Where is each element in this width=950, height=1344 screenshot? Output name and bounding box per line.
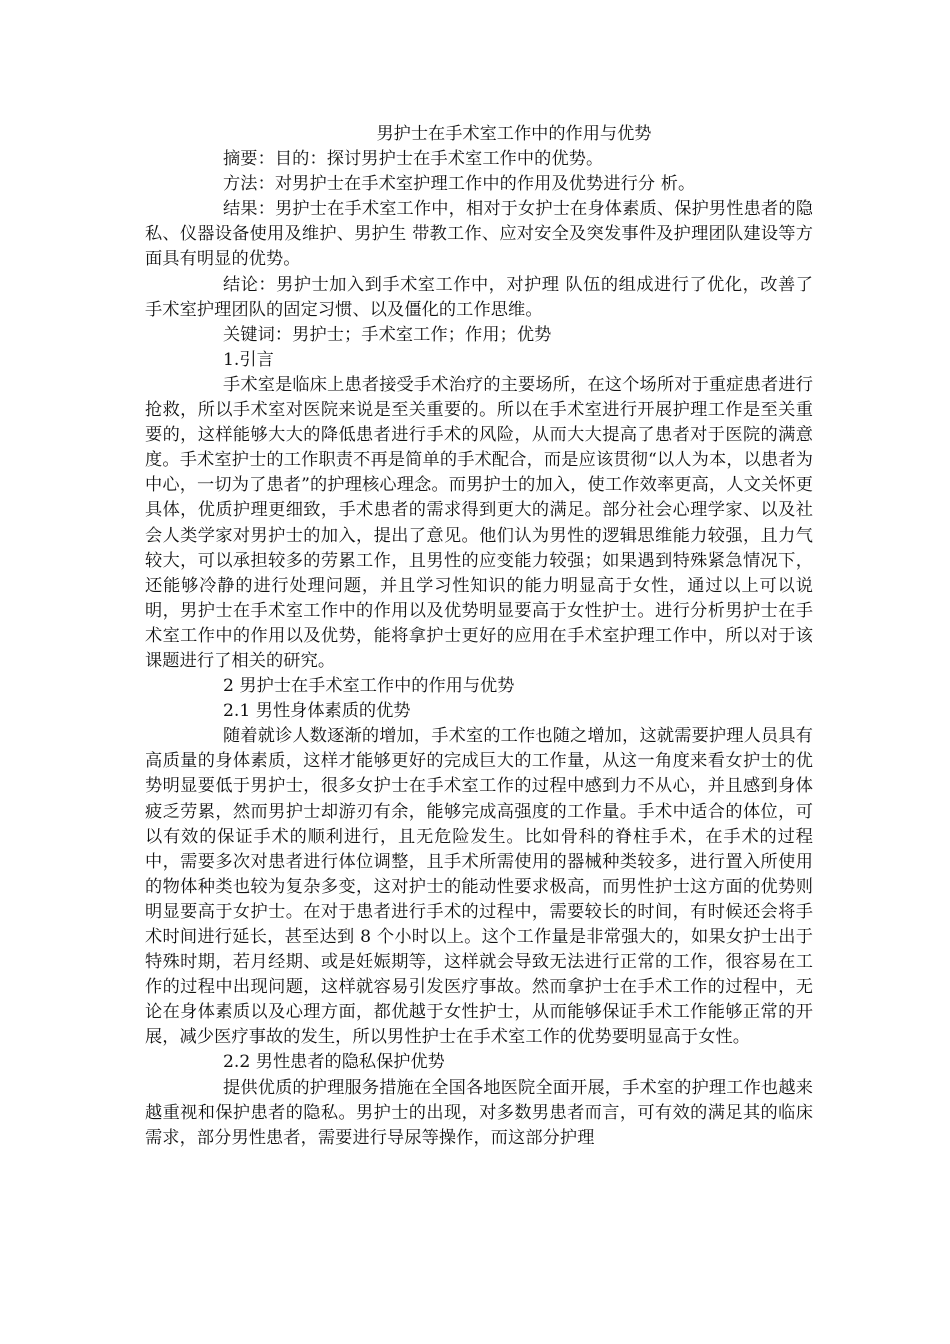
abstract-conclusion: 结论：男护士加入到手术室工作中，对护理 队伍的组成进行了优化，改善了手术室护理团队的固定习惯、以及僵化的工作思维。 (145, 274, 813, 320)
document-page (145, 122, 813, 1151)
section-2-2-heading: 2.2 男性患者的隐私保护优势 (223, 1052, 445, 1073)
document-title: 男护士在手术室工作中的作用与优势 (376, 124, 652, 144)
abstract-result: 结果：男护士在手术室工作中，相对于女护士在身体素质、保护男性患者的隐私、仪器设备使用及维护、男护生 带教工作、应对安全及突发事件及护理团队建设等方面具有明显的优势。 (145, 199, 813, 270)
abstract-objective: 摘要：目的：探讨男护士在手术室工作中的优势。 (223, 149, 604, 170)
section-2-2-body: 提供优质的护理服务措施在全国各地医院全面开展，手术室的护理工作也越来越重视和保护患者的隐私。男护士的出现，对多数男患者而言，可有效的满足其的临床需求，部分男性患者，需要进行导尿等操作，而这部分护理 (145, 1077, 813, 1148)
section-1-heading: 1.引言 (223, 349, 274, 370)
section-2-1-body: 随着就诊人数逐渐的增加，手术室的工作也随之增加，这就需要护理人员具有高质量的身体素质，这样才能够更好的完成巨大的工作量，从这一角度来看女护士的优势明显要低于男护士，很多女护士在手术室工作的过程中感到力不从心，并且感到身体疲乏劳累，然而男护士却游刃有余，能够完成高强度的工作量。手术中适合的体位，可以有效的保证手术的顺利进行，且无危险发生。比如骨科的脊柱手术，在手术的过程中，需要多次对患者进行体位调整，且手术所需使用的器械种类较多，进行置入所使用的物体种类也较为复杂多变，这对护士的能动性要求极高，而男性护士这方面的优势则明显要高于女护士。在对于患者进行手术的过程中，需要较长的时间，有时候还会将手术时间进行延长，甚至达到 8 个小时以上。这个工作量是非常强大的，如果女护士出于特殊时期，若月经期、或是妊娠期等，这样就会导致无法进行正常的工作，很容易在工作的过程中出现问题，这样就容易引发医疗事故。然而拿护士在手术工作的过程中，无论在身体素质以及心理方面，都优越于女性护士，从而能够保证手术工作能够正常的开展，减少医疗事故的发生，所以男性护士在手术室工作的优势要明显高于女性。 (145, 726, 813, 1048)
section-2-heading: 2 男护士在手术室工作中的作用与优势 (223, 676, 515, 697)
section-1-body: 手术室是临床上患者接受手术治疗的主要场所，在这个场所对于重症患者进行抢救，所以手术室对医院来说是至关重要的。所以在手术室进行开展护理工作是至关重要的，这样能够大大的降低患者进行手术的风险，从而大大提高了患者对于医院的满意度。手术室护士的工作职责不再是简单的手术配合，而是应该贯彻“以人为本，以患者为中心，一切为了患者”的护理核心理念。而男护士的加入，使工作效率更高，人文关怀更具体，优质护理更细致，手术患者的需求得到更大的满足。部分社会心理学家、以及社会人类学家对男护士的加入，提出了意见。他们认为男性的逻辑思维能力较强，且力气较大，可以承担较多的劳累工作，且男性的应变能力较强；如果遇到特殊紧急情况下，还能够冷静的进行处理问题，并且学习性知识的能力明显高于女性，通过以上可以说明，男护士在手术室工作中的作用以及优势明显要高于女性护士。进行分析男护士在手术室工作中的作用以及优势，能将拿护士更好的应用在手术室护理工作中，所以对于该课题进行了相关的研究。 (145, 374, 813, 671)
keywords: 关键词：男护士；手术室工作；作用；优势 (223, 324, 552, 345)
abstract-method: 方法：对男护士在手术室护理工作中的作用及优势进行分 析。 (223, 174, 696, 195)
section-2-1-heading: 2.1 男性身体素质的优势 (223, 701, 411, 722)
